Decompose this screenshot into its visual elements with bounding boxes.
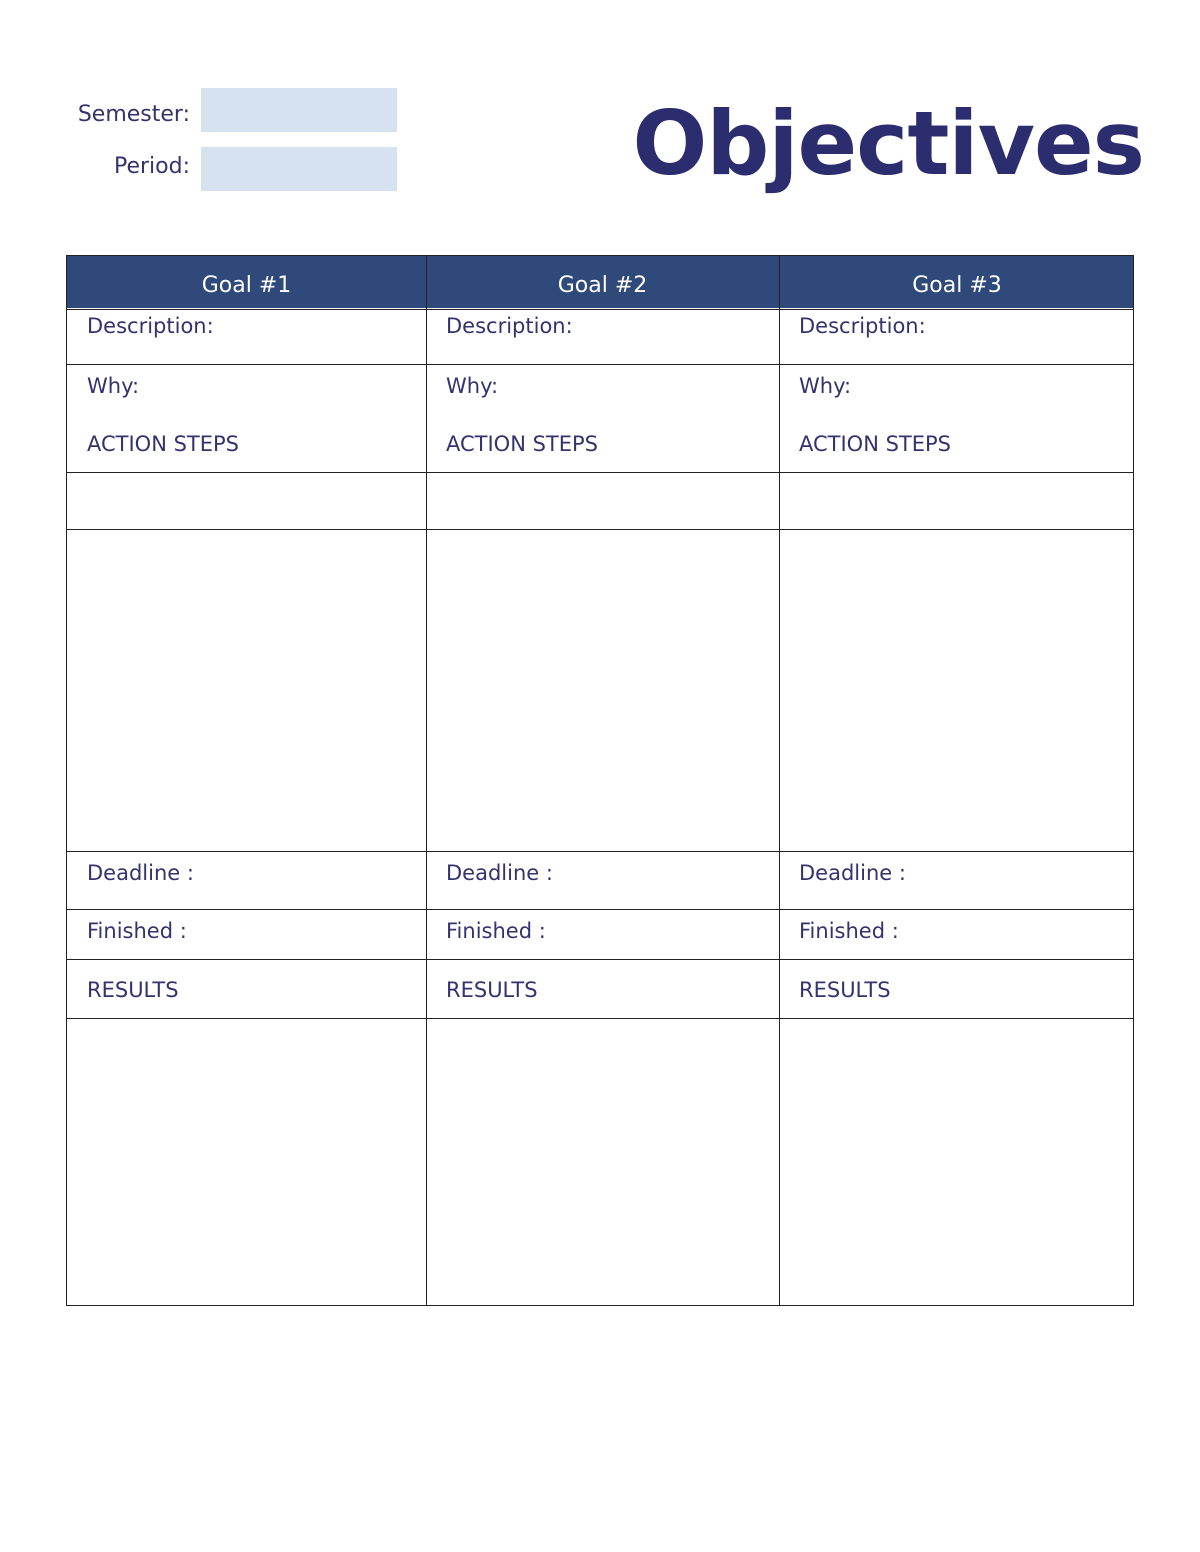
row-divider (67, 909, 1133, 910)
goal-1-results-area[interactable] (67, 1018, 426, 1307)
goal-3-results-label: RESULTS (799, 978, 891, 1002)
goal-3-deadline-label: Deadline : (799, 861, 906, 885)
row-divider (67, 472, 1133, 473)
goal-2-action-steps-label: ACTION STEPS (446, 432, 599, 456)
period-field[interactable] (201, 147, 397, 191)
goal-2-action-steps-area[interactable] (426, 529, 779, 851)
goal-1-description-label: Description: (87, 314, 214, 338)
goal-2-deadline-label: Deadline : (446, 861, 553, 885)
goal-2-results-area[interactable] (426, 1018, 779, 1307)
semester-label: Semester: (77, 102, 190, 127)
goal-1-results-label: RESULTS (87, 978, 179, 1002)
goal-3-action-steps-label: ACTION STEPS (799, 432, 952, 456)
goal-2-header: Goal #2 (557, 273, 648, 298)
goal-2-why-label: Why: (446, 374, 499, 398)
semester-field[interactable] (201, 88, 397, 132)
row-divider (67, 364, 1133, 365)
goal-2-finished-label: Finished : (446, 919, 546, 943)
goal-3-description-label: Description: (799, 314, 926, 338)
goal-1-why-label: Why: (87, 374, 140, 398)
row-divider (67, 309, 1133, 310)
goal-3-action-steps-area[interactable] (779, 529, 1135, 851)
goals-table (66, 255, 1134, 1306)
row-divider (67, 851, 1133, 852)
goal-1-action-steps-label: ACTION STEPS (87, 432, 240, 456)
goal-3-finished-label: Finished : (799, 919, 899, 943)
goal-1-header: Goal #1 (201, 273, 292, 298)
goal-2-description-label: Description: (446, 314, 573, 338)
period-label: Period: (113, 154, 190, 179)
page-title: Objectives (632, 92, 1144, 195)
goal-1-deadline-label: Deadline : (87, 861, 194, 885)
goal-1-finished-label: Finished : (87, 919, 187, 943)
goal-3-why-label: Why: (799, 374, 852, 398)
row-divider (67, 959, 1133, 960)
goal-3-results-area[interactable] (779, 1018, 1135, 1307)
goal-2-results-label: RESULTS (446, 978, 538, 1002)
goal-1-action-steps-area[interactable] (67, 529, 426, 851)
goal-3-header: Goal #3 (912, 273, 1002, 298)
